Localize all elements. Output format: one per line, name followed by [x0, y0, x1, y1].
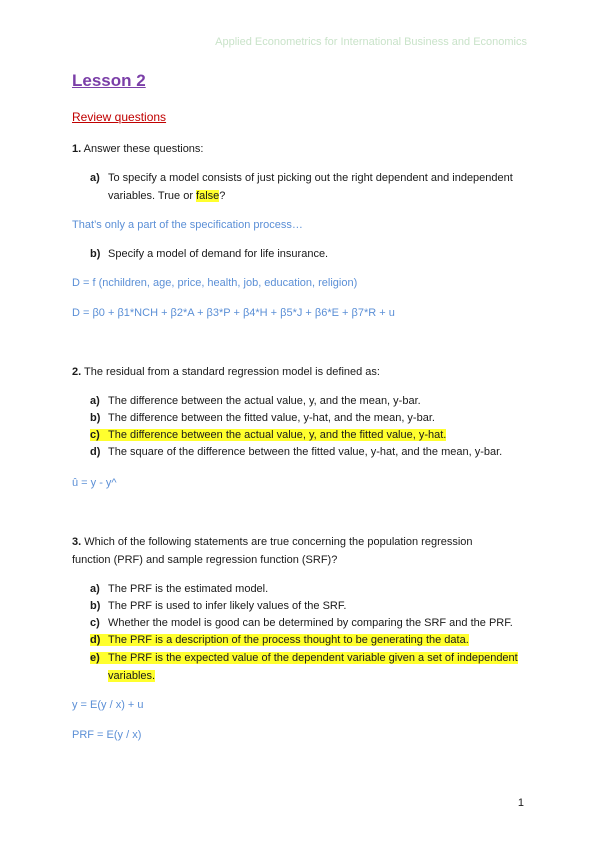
option-text: The PRF is the estimated model.	[108, 583, 269, 595]
option-label: c)	[90, 429, 100, 441]
option-text-highlighted: The PRF is a description of the process thought to be generating the data.	[108, 634, 469, 646]
option-text: The difference between the actual value, y, and the mean, y-bar.	[108, 395, 421, 407]
highlighted-answer: false	[196, 190, 220, 202]
item-label: b)	[90, 248, 101, 260]
question-1-number: 1.	[72, 143, 82, 155]
lesson-title: Lesson 2	[72, 71, 146, 90]
item-label: a)	[90, 172, 100, 184]
answer-2: û = y - y^	[72, 477, 117, 489]
question-3-option-a	[90, 580, 528, 598]
option-text: The difference between the fitted value, y-hat, and the mean, y-bar.	[108, 412, 435, 424]
question-3-option-e	[90, 649, 528, 685]
page-number: 1	[517, 797, 524, 809]
option-text-highlighted: The difference between the actual value, y, and the fitted value, y-hat.	[108, 429, 447, 441]
item-text: To specify a model consists of just picking out the right dependent and independent	[108, 172, 513, 184]
item-text-end: ?	[219, 190, 226, 202]
item-text-line2: variables. True or	[108, 190, 197, 202]
option-text: The PRF is used to infer likely values of the SRF.	[108, 600, 347, 612]
option-text: Whether the model is good can be determined by comparing the SRF and the PRF.	[108, 617, 513, 629]
question-3-option-d	[90, 631, 528, 649]
question-2-text: The residual from a standard regression model is defined as:	[84, 366, 380, 378]
question-3	[72, 533, 528, 569]
item-text: Specify a model of demand for life insurance.	[108, 248, 329, 260]
question-2-option-a	[90, 392, 528, 410]
question-2	[72, 363, 528, 381]
option-label: a)	[90, 395, 100, 407]
question-2-option-c	[90, 426, 528, 444]
answer-3-equation: y = E(y / x) + u	[72, 699, 144, 711]
answer-1a: That’s only a part of the specification process…	[72, 219, 303, 231]
question-1-item-a	[90, 169, 528, 205]
question-3-option-c	[90, 614, 528, 632]
question-1-text: Answer these questions:	[83, 143, 204, 155]
question-3-number: 3.	[72, 536, 82, 548]
option-label: b)	[90, 412, 101, 424]
option-text-highlighted-line2: variables.	[108, 670, 156, 682]
answer-1b-function: D = f (nchildren, age, price, health, job, education, religion)	[72, 277, 358, 289]
question-2-number: 2.	[72, 366, 82, 378]
section-title: Review questions	[72, 110, 167, 124]
answer-1b-equation: D = β0 + β1*NCH + β2*A + β3*P + β4*H + β5*J + β6*E + β7*R + u	[72, 307, 395, 319]
option-label: e)	[90, 652, 100, 664]
question-3-option-b	[90, 597, 528, 615]
option-label: d)	[90, 446, 101, 458]
question-3-text-line2: function (PRF) and sample regression function (SRF)?	[72, 554, 338, 566]
question-1-item-b	[90, 245, 528, 263]
question-3-text-line1: Which of the following statements are true concerning the population regression	[84, 536, 473, 548]
option-label: c)	[90, 617, 100, 629]
option-text-highlighted: The PRF is the expected value of the dependent variable given a set of independent	[108, 652, 518, 664]
answer-3-prf: PRF = E(y / x)	[72, 729, 142, 741]
option-label: b)	[90, 600, 101, 612]
question-2-option-b	[90, 409, 528, 427]
question-1	[72, 140, 528, 158]
option-label: a)	[90, 583, 100, 595]
option-label: d)	[90, 634, 101, 646]
option-text: The square of the difference between the fitted value, y-hat, and the mean, y-bar.	[108, 446, 503, 458]
question-2-option-d	[90, 443, 528, 461]
running-header: Applied Econometrics for International Business and Economics	[215, 36, 527, 48]
